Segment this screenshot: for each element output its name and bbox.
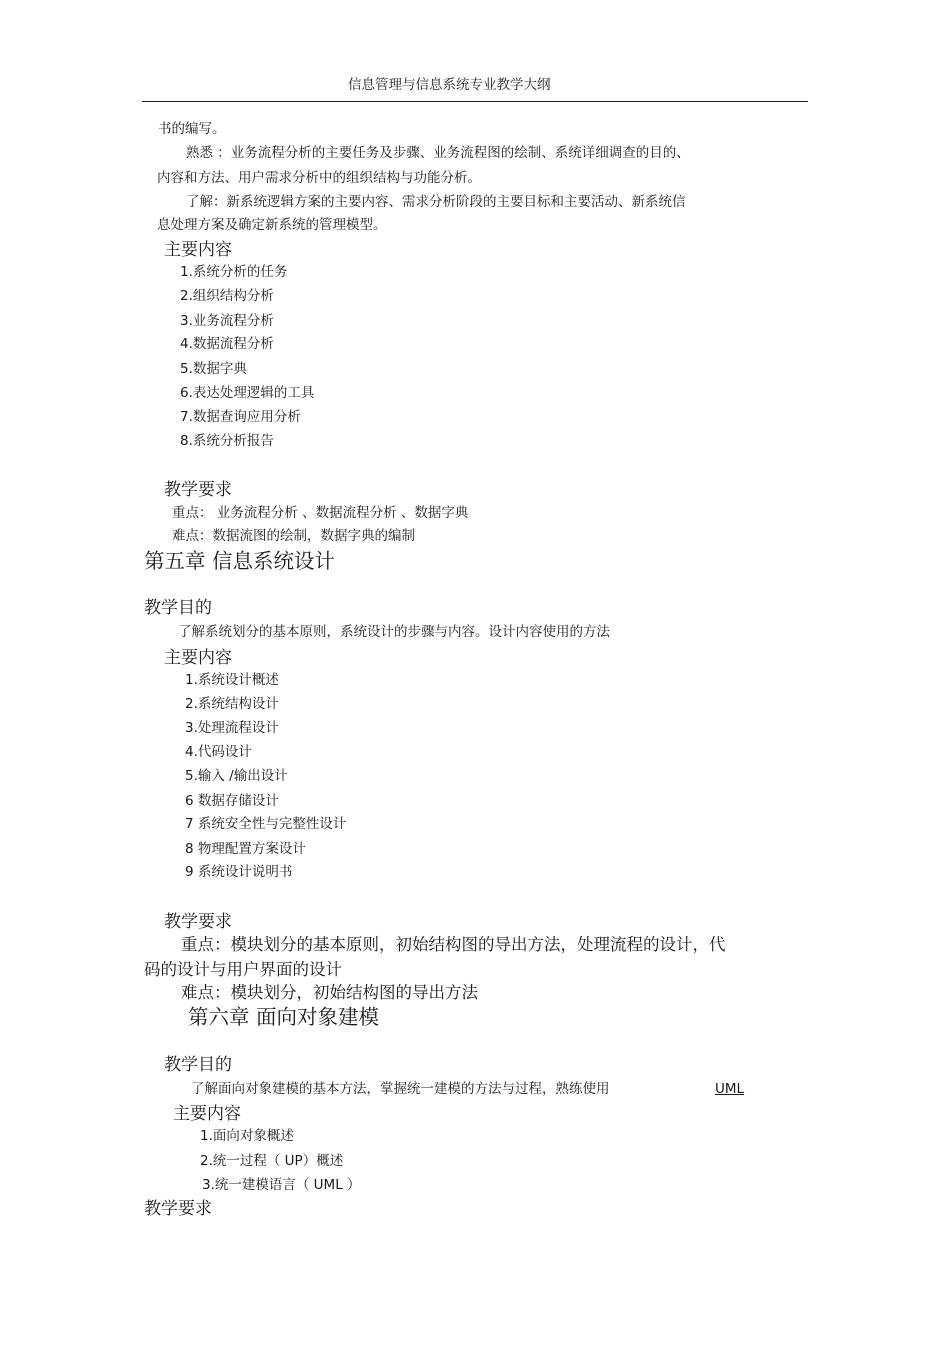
list-item: 7 系统安全性与完整性设计: [185, 816, 347, 832]
list-item: 8 物理配置方案设计: [185, 841, 306, 857]
purpose-text: 了解系统划分的基本原则，系统设计的步骤与内容。设计内容使用的方法: [178, 624, 610, 640]
key-points: 重点：模块划分的基本原则，初始结构图的导出方法，处理流程的设计，代: [181, 935, 726, 954]
difficulties: 难点：模块划分，初始结构图的导出方法: [181, 983, 478, 1002]
understand-text-cont: 息处理方案及确定新系统的管理模型。: [157, 217, 387, 233]
paragraph-line: 书的编写。: [158, 121, 226, 137]
list-item: 9 系统设计说明书: [185, 864, 293, 880]
list-item: 1.系统分析的任务: [180, 264, 288, 280]
difficulties: 难点：数据流图的绘制，数据字典的编制: [172, 528, 415, 544]
familiar-text: 熟悉 ：业务流程分析的主要任务及步骤、业务流程图的绘制、系统详细调查的目的、: [186, 145, 690, 161]
section-heading-main-content: 主要内容: [173, 1104, 241, 1124]
uml-term: UML: [715, 1081, 745, 1097]
list-item: 6.表达处理逻辑的工具: [180, 385, 315, 401]
list-item: 2.统一过程（ UP）概述: [200, 1153, 344, 1169]
list-item: 1.面向对象概述: [200, 1128, 294, 1144]
section-heading-main-content: 主要内容: [164, 648, 232, 668]
list-item: 3.处理流程设计: [185, 720, 279, 736]
chapter-title: 第六章 面向对象建模: [188, 1005, 380, 1029]
section-heading-purpose: 教学目的: [164, 1055, 232, 1075]
section-heading-requirements: 教学要求: [164, 912, 232, 932]
key-points-cont: 码的设计与用户界面的设计: [144, 960, 342, 979]
chapter-title: 第五章 信息系统设计: [144, 549, 336, 573]
list-item: 6 数据存储设计: [185, 793, 279, 809]
list-item: 2.系统结构设计: [185, 696, 279, 712]
understand-text: 了解：新系统逻辑方案的主要内容、需求分析阶段的主要目标和主要活动、新系统信: [186, 194, 686, 210]
section-heading-main-content: 主要内容: [164, 240, 232, 260]
section-heading-requirements: 教学要求: [164, 480, 232, 500]
list-item: 8.系统分析报告: [180, 433, 274, 449]
header-rule: [142, 101, 808, 102]
page-header-title: 信息管理与信息系统专业教学大纲: [348, 77, 551, 93]
section-heading-requirements: 教学要求: [144, 1199, 212, 1219]
familiar-text-cont: 内容和方法、用户需求分析中的组织结构与功能分析。: [157, 170, 481, 186]
list-item: 4.代码设计: [185, 744, 252, 760]
list-item: 2.组织结构分析: [180, 288, 274, 304]
list-item: 1.系统设计概述: [185, 672, 279, 688]
section-heading-purpose: 教学目的: [144, 598, 212, 618]
list-item: 7.数据查询应用分析: [180, 409, 301, 425]
purpose-text: 了解面向对象建模的基本方法，掌握统一建模的方法与过程，熟练使用: [191, 1081, 610, 1097]
list-item: 5.数据字典: [180, 361, 247, 377]
list-item: 4.数据流程分析: [180, 336, 274, 352]
list-item: 3.业务流程分析: [180, 313, 274, 329]
key-points: 重点： 业务流程分析 、数据流程分析 、数据字典: [172, 505, 469, 521]
list-item: 5.输入 /输出设计: [185, 768, 288, 784]
list-item: 3.统一建模语言（ UML ）: [202, 1177, 361, 1193]
